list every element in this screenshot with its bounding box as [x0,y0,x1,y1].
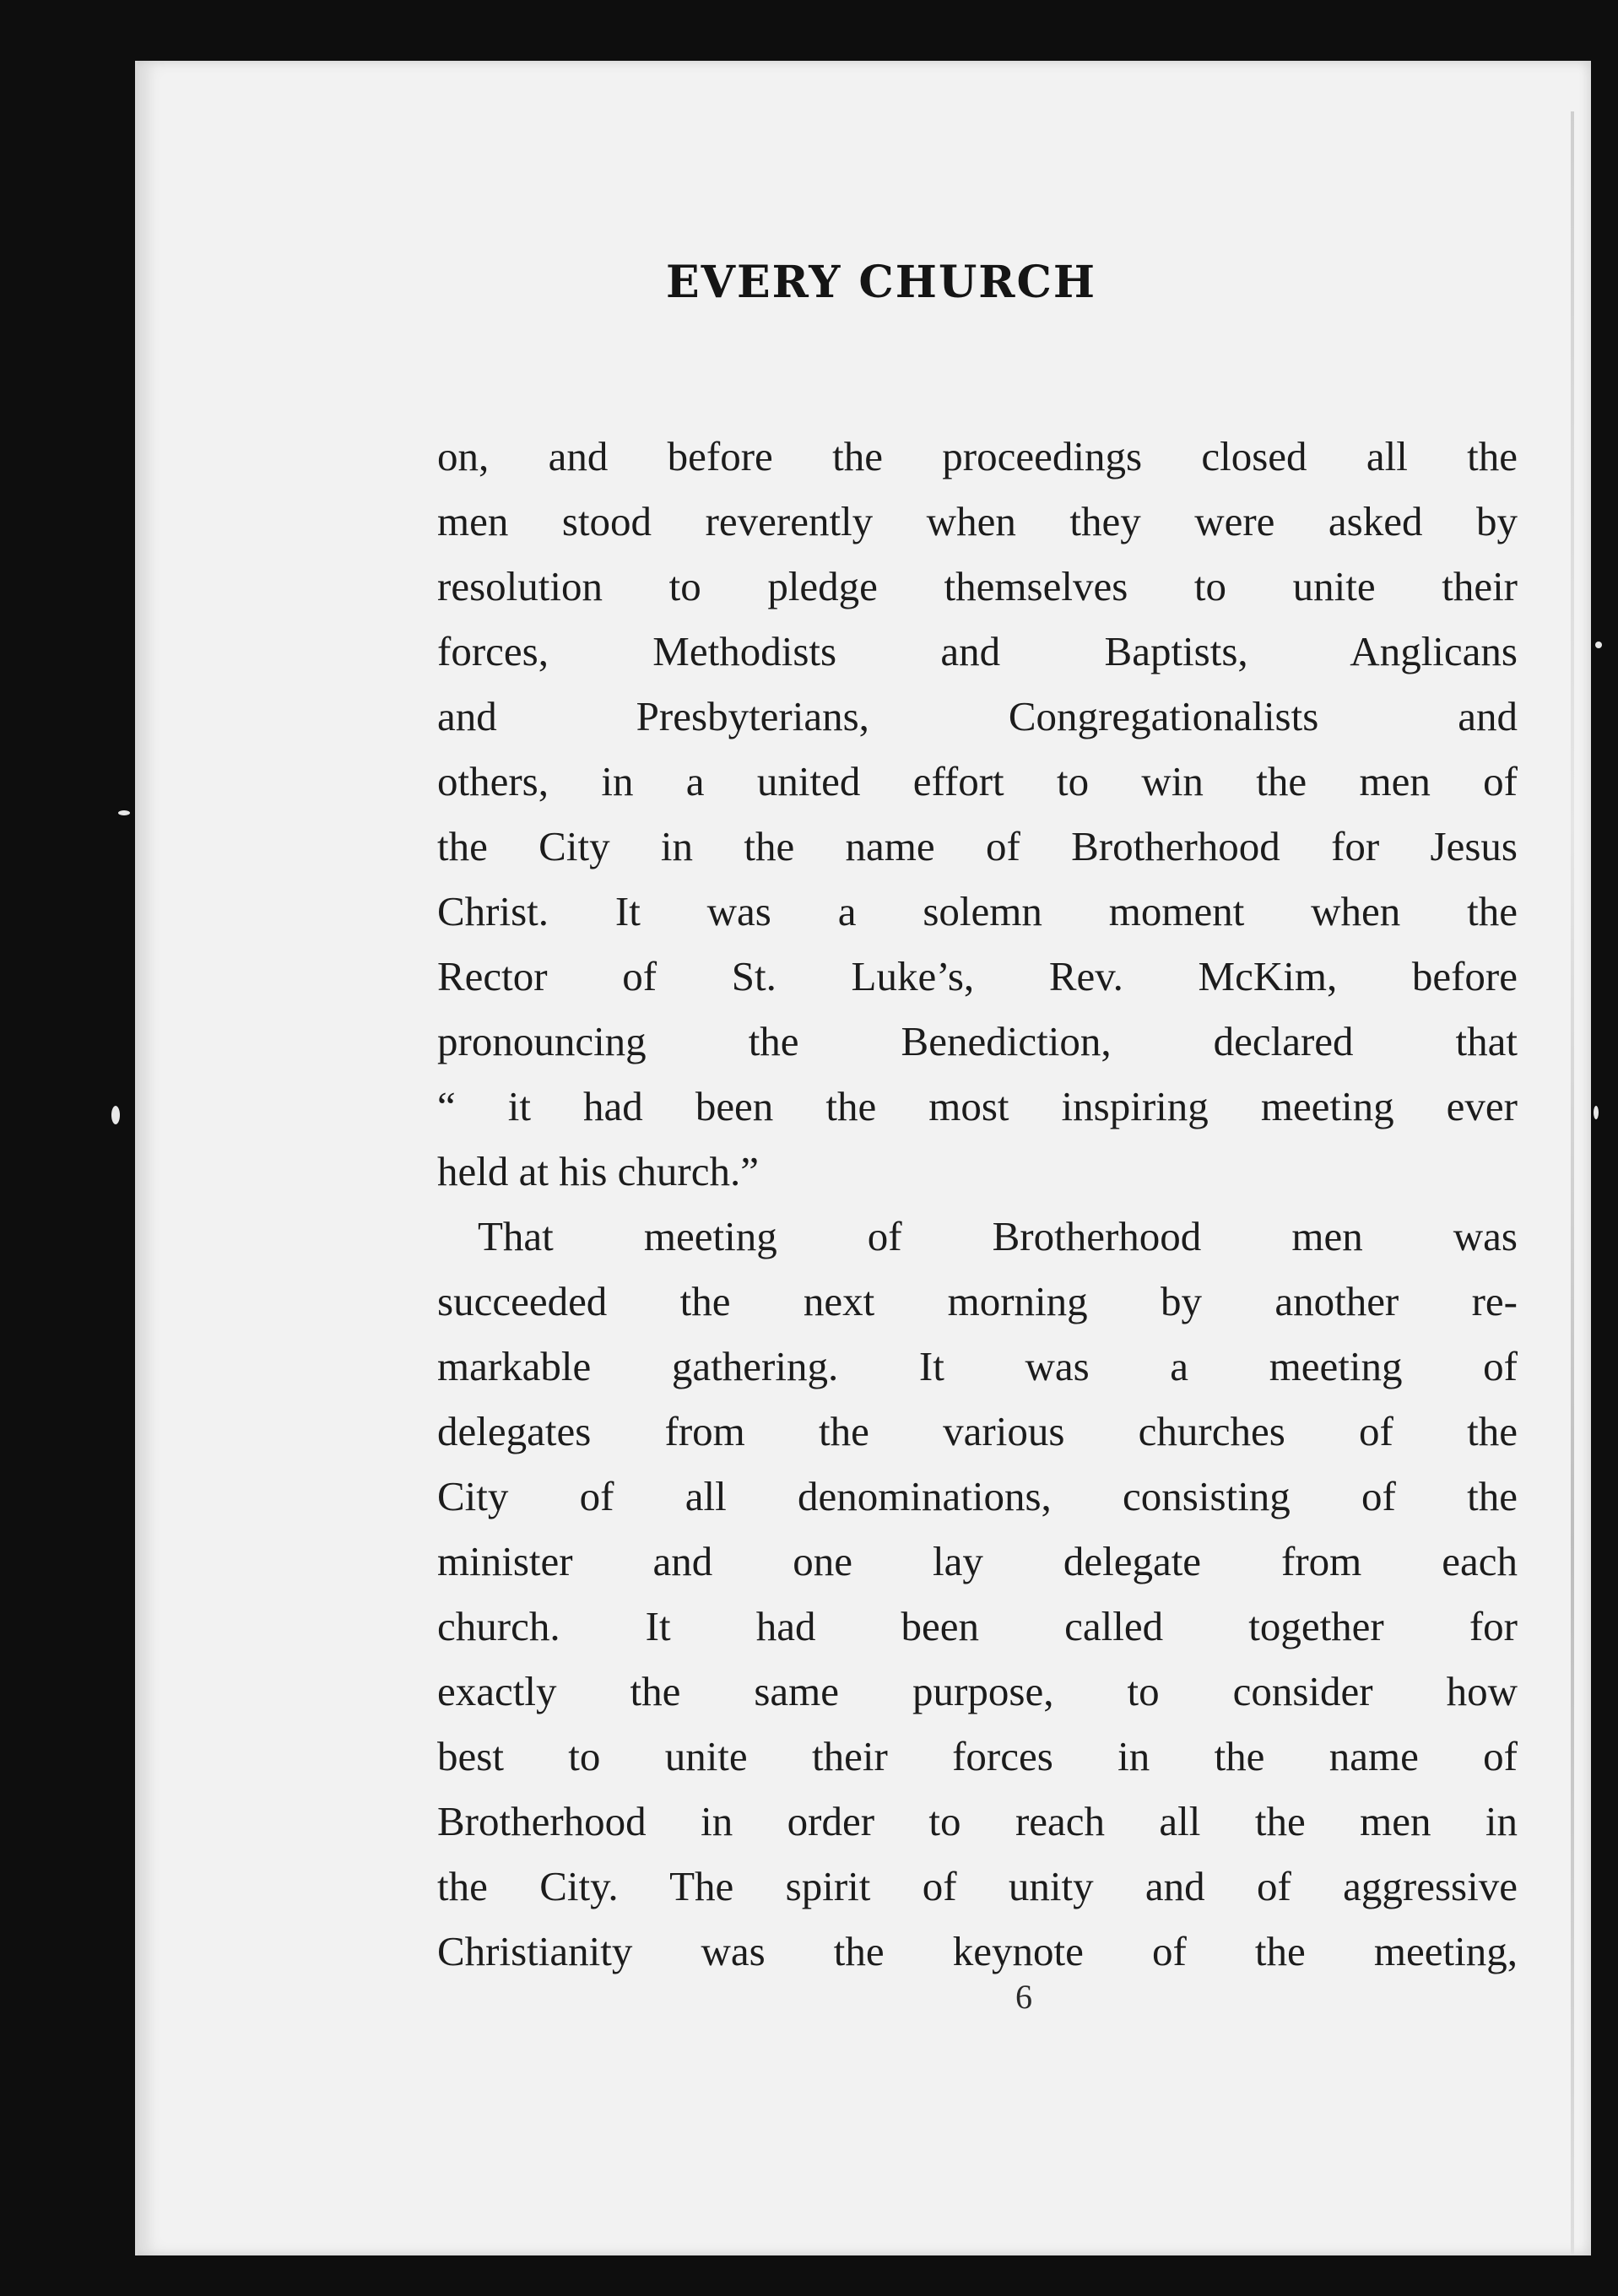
text-line: Christianity was the keynote of the meeting, [437,1928,1518,1974]
text-line: held at his church.” [437,1148,759,1194]
text-line: exactly the same purpose, to consider how [437,1668,1518,1714]
text-line: markable gathering. It was a meeting of [437,1343,1518,1389]
text-line: and Presbyterians, Congregationalists and [437,693,1518,739]
dust-speck [1594,1106,1599,1119]
running-head: EVERY CHURCH [665,257,1097,308]
body-text [437,424,1518,1984]
text-line: forces, Methodists and Baptists, Anglicans [437,628,1518,674]
text-line: Rector of St. Luke’s, Rev. McKim, before [437,953,1518,999]
text-line: best to unite their forces in the name of [437,1733,1518,1779]
text-line: That meeting of Brotherhood men was [478,1213,1518,1259]
page-number: 6 [1015,1978,1032,2016]
dust-speck [118,810,130,815]
text-line: men stood reverently when they were asked by [437,498,1518,544]
text-line: Brotherhood in order to reach all the men in [437,1798,1518,1844]
text-line: church. It had been called together for [437,1603,1518,1649]
text-line: others, in a united effort to win the men of [437,758,1518,804]
text-line: resolution to pledge themselves to unite their [437,563,1518,609]
text-line: the City in the name of Brotherhood for Jesus [437,823,1518,869]
text-line: on, and before the proceedings closed all the [437,433,1518,479]
text-line: City of all denominations, consisting of the [437,1473,1518,1519]
text-line: succeeded the next morning by another re- [437,1278,1518,1324]
text-line: Christ. It was a solemn moment when the [437,888,1518,934]
text-line: the City. The spirit of unity and of aggressive [437,1863,1518,1909]
text-line: delegates from the various churches of the [437,1408,1518,1454]
dust-speck [111,1106,120,1124]
book-page [135,61,1591,2255]
text-line: minister and one lay delegate from each [437,1538,1518,1584]
text-line: pronouncing the Benediction, declared that [437,1018,1518,1064]
dust-speck [1595,642,1602,648]
page-edge-shadow [1571,111,1574,2255]
text-line: “ it had been the most inspiring meeting ever [437,1083,1518,1129]
